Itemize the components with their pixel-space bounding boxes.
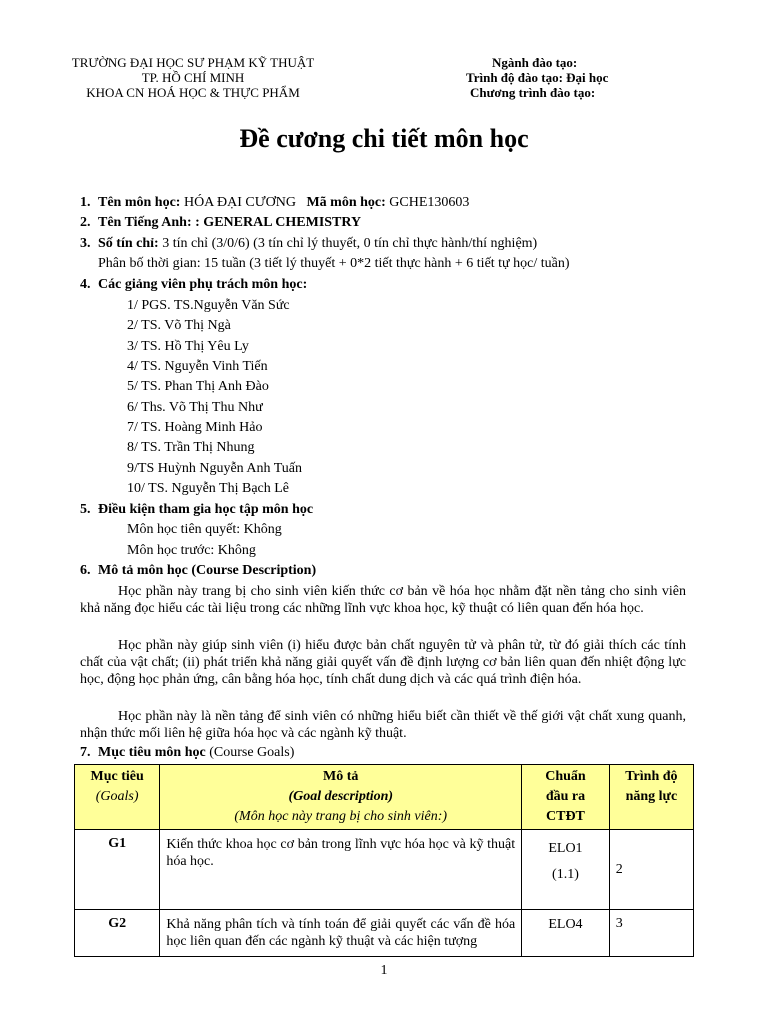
table-header-row [75, 765, 694, 830]
lecturer-item: 10/ TS. Nguyễn Thị Bạch Lê [127, 481, 290, 496]
program-header [458, 55, 658, 100]
english-name-value: : GENERAL CHEMISTRY [195, 215, 362, 230]
course-code-value: GCHE130603 [389, 195, 470, 210]
course-name-value: HÓA ĐẠI CƯƠNG [183, 195, 296, 210]
lecturer-item: 6/ Ths. Võ Thị Thu Như [127, 400, 263, 415]
section-english-name [80, 214, 361, 231]
english-name-label: Tên Tiếng Anh: [98, 215, 192, 230]
section-number: 7. [80, 745, 91, 760]
header-elo [522, 765, 610, 830]
section-number: 4. [80, 277, 91, 292]
document-title: Đề cương chi tiết môn học [239, 124, 529, 153]
section-number: 1. [80, 195, 91, 210]
course-description-label: Mô tả môn học (Course Description) [98, 563, 317, 578]
lecturer-item: 2/ TS. Võ Thị Ngà [127, 318, 231, 333]
course-goals-label-en: (Course Goals) [209, 745, 295, 760]
credits-value: 3 tín chỉ (3/0/6) (3 tín chỉ lý thuyết, 0 tín chỉ thực hành/thí nghiệm) [162, 236, 538, 251]
header-description [160, 765, 522, 830]
goal-elo-sub: (1.1) [552, 867, 579, 882]
description-paragraph-2: Học phần này giúp sinh viên (i) hiểu được bản chất nguyên tử và phân tử, từ đó giải thích các tính chất của vật chất; (ii) phát triển khả năng giải quyết vấn đề định lượng cơ bản liên quan đến nhiệt động lực học, động học phản ứng, cân bằng hóa học, tính chất dung dịch và các quá trình điện hóa. [80, 638, 686, 687]
goal-level: 2 [609, 830, 693, 910]
header-elo-line3: CTĐT [546, 809, 585, 824]
course-code-label: Mã môn học: [306, 195, 386, 210]
university-city: TP. HỒ CHÍ MINH [141, 70, 245, 85]
header-goals [75, 765, 160, 830]
goal-level: 3 [609, 910, 693, 957]
goal-description: Khả năng phân tích và tính toán để giải quyết các vấn đề hóa học liên quan đến các ngành kỹ thuật và các hiện tượng [160, 910, 522, 957]
lecturer-item: 5/ TS. Phan Thị Anh Đào [127, 379, 269, 394]
section-prerequisites [80, 501, 313, 518]
university-header [48, 55, 338, 100]
page-number: 1 [380, 963, 388, 978]
faculty-name: KHOA CN HOÁ HỌC & THỰC PHẨM [86, 85, 300, 100]
goal-elo [522, 910, 610, 957]
header-elo-line2: đầu ra [545, 789, 586, 804]
section-number: 3. [80, 236, 91, 251]
lecturer-item: 9/TS Huỳnh Nguyễn Anh Tuấn [127, 461, 303, 476]
time-allocation: Phân bố thời gian: 15 tuần (3 tiết lý thuyết + 0*2 tiết thực hành + 6 tiết tự học/ tuần) [98, 256, 570, 271]
section-number: 5. [80, 502, 91, 517]
goal-elo-code: ELO1 [548, 841, 583, 856]
header-goals-vi: Mục tiêu [90, 769, 144, 784]
header-description-vi: Mô tả [323, 769, 359, 784]
description-paragraph-1: Học phần này trang bị cho sinh viên kiến thức cơ bản về hóa học nhằm đặt nền tảng cho sinh viên khả năng đọc hiểu các tài liệu trong các những lĩnh vực khoa học, kỹ thuật có liên quan đến hóa học. [80, 584, 686, 616]
header-description-note: (Môn học này trang bị cho sinh viên:) [234, 809, 448, 824]
header-description-en: (Goal description) [288, 789, 394, 804]
program-level: Trình độ đào tạo: Đại học [466, 70, 609, 85]
header-level [609, 765, 693, 830]
goal-elo [522, 830, 610, 910]
credits-label: Số tín chỉ: [98, 236, 159, 251]
goal-elo-code: ELO4 [548, 917, 583, 932]
header-level-line2: năng lực [625, 789, 678, 804]
description-paragraph-3: Học phần này là nền tảng để sinh viên có những hiểu biết cần thiết về thế giới vật chất xung quanh, nhận thức mối liên hệ giữa hóa học và các ngành kỹ thuật. [80, 709, 686, 741]
course-goals-label: Mục tiêu môn học [98, 745, 206, 760]
course-name-label: Tên môn học: [98, 195, 181, 210]
lecturers-label: Các giảng viên phụ trách môn học: [98, 277, 308, 292]
lecturer-item: 3/ TS. Hồ Thị Yêu Ly [127, 339, 249, 354]
lecturer-item: 7/ TS. Hoàng Minh Hảo [127, 420, 263, 435]
section-credits [80, 235, 537, 252]
header-goals-en: (Goals) [95, 789, 139, 804]
prerequisite-course: Môn học tiên quyết: Không [127, 522, 282, 537]
course-goals-table [74, 764, 694, 957]
section-course-description [80, 562, 316, 579]
header-level-line1: Trình độ [625, 769, 678, 784]
goal-description: Kiến thức khoa học cơ bản trong lĩnh vực hóa học và kỹ thuật hóa học. [160, 830, 522, 910]
section-number: 6. [80, 563, 91, 578]
table-row [75, 830, 694, 910]
program-curriculum: Chương trình đào tạo: [470, 85, 596, 100]
prerequisites-label: Điều kiện tham gia học tập môn học [98, 502, 314, 517]
goal-code: G1 [75, 830, 160, 910]
lecturer-item: 4/ TS. Nguyễn Vinh Tiến [127, 359, 268, 374]
lecturer-item: 1/ PGS. TS.Nguyễn Văn Sức [127, 298, 290, 313]
section-number: 2. [80, 215, 91, 230]
university-name: TRƯỜNG ĐẠI HỌC SƯ PHẠM KỸ THUẬT [71, 55, 315, 70]
table-row [75, 910, 694, 957]
section-course-goals [80, 744, 294, 761]
header-elo-line1: Chuẩn [545, 769, 586, 784]
section-course-name [80, 194, 469, 211]
section-lecturers [80, 276, 307, 293]
prior-course: Môn học trước: Không [127, 543, 256, 558]
goal-code: G2 [75, 910, 160, 957]
lecturer-item: 8/ TS. Trần Thị Nhung [127, 440, 255, 455]
program-major: Ngành đào tạo: [492, 55, 578, 70]
